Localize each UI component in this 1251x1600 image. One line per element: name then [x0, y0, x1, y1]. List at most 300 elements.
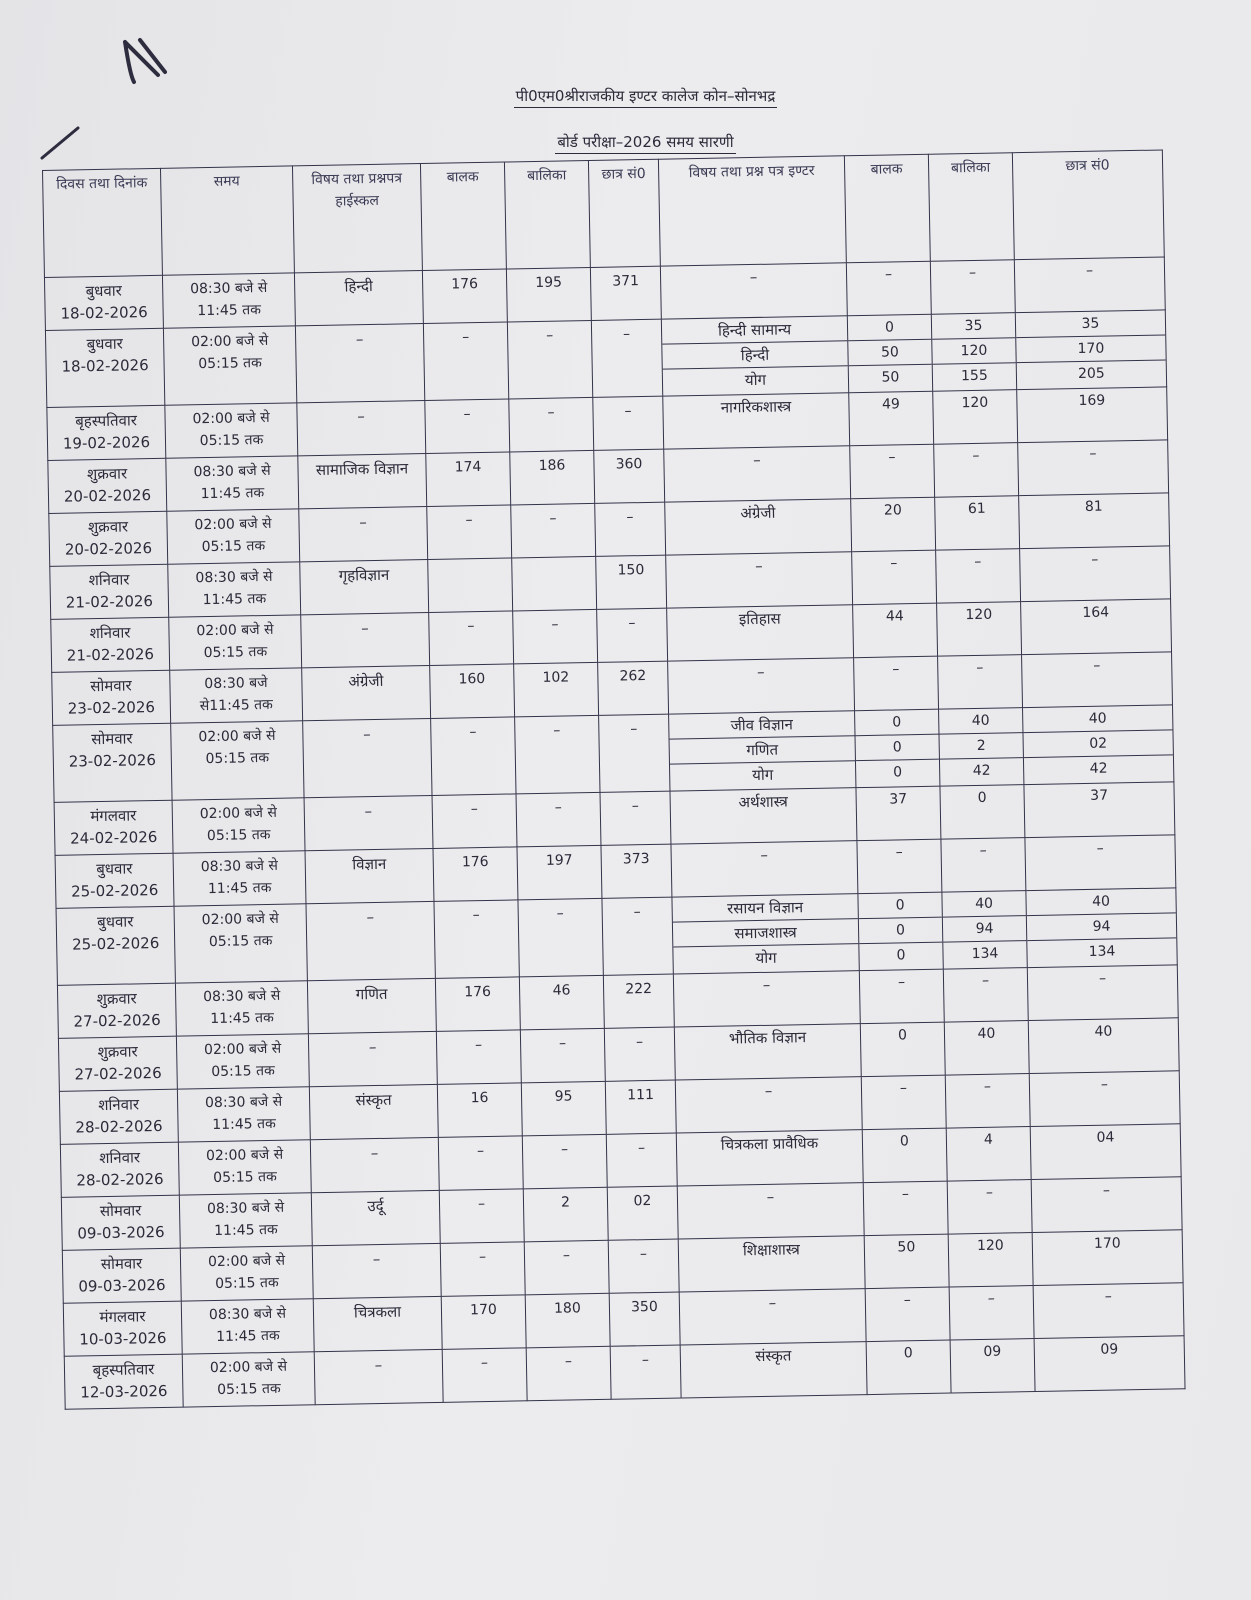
inter-boys-cell-line: 49 — [881, 396, 900, 413]
hs-girls-cell-text: 102 — [542, 669, 570, 686]
inter-girls-cell-line: 134 — [971, 945, 999, 963]
inter-total-cell-stack — [1026, 888, 1176, 965]
hs-girls-cell-text: – — [558, 1035, 567, 1052]
inter-subject-cell-line: इतिहास — [738, 609, 781, 629]
inter-subject-cell-line: संस्कृत — [755, 1346, 792, 1366]
day-date-cell-text: 20-02-2026 — [64, 539, 153, 559]
inter-boys-cell — [860, 1022, 945, 1077]
hs-subject-cell — [295, 324, 424, 403]
hs-subject-cell-text: संस्कृत — [355, 1090, 392, 1110]
day-date-cell-text: मंगलवार — [90, 806, 137, 826]
hs-boys-cell-text: – — [478, 1249, 487, 1266]
inter-boys-cell-line: 44 — [885, 608, 904, 625]
time-cell-text: 02:00 बजे से — [205, 1146, 284, 1165]
inter-total-cell-line: 40 — [1023, 705, 1172, 733]
inter-total-cell-line: – — [1093, 657, 1101, 674]
inter-boys-cell-stack — [850, 445, 933, 471]
day-date-cell-text: 12-03-2026 — [80, 1381, 168, 1402]
day-date-cell-text: सोमवार — [100, 1254, 143, 1274]
hs-subject-cell-text: – — [364, 802, 373, 821]
inter-subject-cell-line: – — [760, 845, 769, 864]
inter-total-cell-stack — [1032, 1177, 1181, 1204]
time-cell-text: 05:15 तक — [211, 1062, 275, 1081]
time-cell-text: 11:45 तक — [212, 1115, 276, 1134]
time-cell — [166, 456, 299, 511]
inter-subject-cell-stack — [667, 605, 852, 632]
inter-subject-cell-line: – — [756, 662, 765, 681]
hs-total-cell — [603, 974, 674, 1028]
hs-total-cell — [610, 1345, 681, 1399]
inter-girls-cell-stack — [934, 443, 1017, 469]
inter-boys-cell-line: 0 — [897, 1027, 908, 1044]
hs-total-cell — [606, 1133, 677, 1187]
inter-girls-cell-stack — [937, 602, 1020, 628]
inter-subject-cell-line: जीव विज्ञान — [669, 711, 854, 739]
inter-total-cell-line: 42 — [1089, 760, 1108, 777]
hs-girls-cell — [525, 1293, 610, 1348]
day-date-cell — [54, 800, 173, 855]
inter-total-cell — [1027, 965, 1178, 1021]
hs-boys-cell — [425, 399, 510, 454]
inter-subject-cell-line: नागरिकशास्त्र — [720, 397, 792, 417]
time-cell — [180, 1246, 313, 1301]
hs-girls-cell — [519, 975, 604, 1030]
time-cell-text: 08:30 बजे से — [202, 987, 281, 1006]
day-date-cell-text: सोमवार — [91, 729, 133, 749]
inter-girls-cell-stack — [945, 1021, 1028, 1047]
timetable-table-container — [42, 149, 1186, 1409]
inter-subject-cell — [673, 971, 860, 1027]
day-date-cell-text: बुधवार — [86, 334, 123, 354]
inter-total-cell-line: – — [1098, 970, 1107, 987]
inter-total-cell-stack — [1035, 1336, 1184, 1363]
hs-subject-cell — [313, 1296, 442, 1351]
inter-subject-cell-line: भौतिक विज्ञान — [728, 1028, 807, 1048]
hs-total-cell-text: – — [626, 509, 634, 526]
inter-boys-cell — [854, 656, 939, 711]
inter-subject-cell — [665, 499, 852, 555]
hs-boys-cell-text: – — [465, 512, 473, 529]
inter-girls-cell-line: – — [974, 553, 982, 570]
hs-boys-cell — [423, 322, 508, 401]
hs-boys-cell-text: 174 — [454, 458, 482, 476]
inter-boys-cell — [866, 1340, 951, 1395]
day-date-cell — [53, 723, 172, 802]
day-date-cell — [59, 1089, 178, 1144]
time-cell-text: 02:00 बजे से — [201, 910, 279, 929]
inter-boys-cell-line: 0 — [858, 893, 941, 920]
hs-total-cell — [593, 396, 664, 450]
hs-boys-cell — [428, 558, 513, 613]
inter-total-cell-stack — [1034, 1283, 1183, 1310]
hs-total-cell-text: 111 — [627, 1086, 655, 1104]
inter-subject-cell-stack — [680, 1289, 865, 1316]
hs-girls-cell-text: – — [554, 799, 562, 816]
inter-girls-cell-line: – — [976, 659, 984, 676]
inter-girls-cell-stack — [941, 838, 1024, 864]
hs-total-cell — [594, 449, 665, 503]
time-cell-text: 11:45 तक — [216, 1327, 280, 1346]
inter-subject-cell-stack — [665, 499, 850, 526]
inter-total-cell-line: 02 — [1023, 730, 1172, 758]
day-date-cell-text: 19-02-2026 — [62, 433, 151, 453]
hs-total-cell — [595, 502, 666, 556]
hs-girls-cell — [515, 715, 600, 794]
day-date-cell — [51, 617, 170, 672]
hs-boys-cell — [434, 900, 519, 979]
inter-girls-cell — [935, 496, 1020, 551]
hs-total-cell — [599, 714, 670, 792]
inter-subject-cell-line: अर्थशास्त्र — [738, 792, 788, 812]
inter-girls-cell-line: 120 — [961, 394, 989, 412]
hs-boys-cell-text — [431, 562, 508, 563]
inter-subject-cell-stack — [676, 1077, 861, 1104]
inter-girls-cell-stack — [940, 785, 1023, 811]
day-date-cell-text: 23-02-2026 — [67, 698, 156, 718]
inter-girls-cell — [941, 838, 1026, 893]
inter-subject-cell — [679, 1289, 866, 1345]
inter-girls-cell-line: 40 — [977, 1025, 996, 1042]
hs-girls-cell — [507, 320, 592, 399]
inter-subject-cell-line: योग — [755, 948, 777, 968]
day-date-cell-text: 21-02-2026 — [66, 645, 155, 665]
day-date-cell-text: बृहस्पतिवार — [92, 1360, 155, 1380]
inter-subject-cell-stack — [671, 841, 856, 868]
inter-boys-cell-stack — [863, 1129, 946, 1155]
hs-boys-cell-text: – — [472, 907, 480, 924]
inter-total-cell-stack — [1015, 257, 1164, 284]
time-cell-text: 08:30 बजे से — [193, 462, 271, 481]
day-date-cell — [50, 564, 169, 619]
inter-total-cell-line: – — [1104, 1288, 1112, 1305]
inter-girls-cell — [946, 1127, 1031, 1182]
hs-boys-cell — [427, 505, 512, 560]
hs-subject-cell — [310, 1137, 439, 1192]
hs-total-cell-text: – — [631, 798, 639, 815]
inter-total-cell-stack — [1019, 493, 1168, 520]
inter-girls-cell-line: 61 — [967, 500, 986, 518]
time-cell-text: 08:30 बजे से — [195, 568, 273, 587]
inter-boys-cell-line: 0 — [859, 918, 942, 945]
hs-total-cell-text: 222 — [625, 980, 653, 998]
inter-girls-cell — [936, 549, 1021, 604]
hs-subject-cell-text: – — [362, 725, 371, 744]
inter-girls-cell — [947, 1180, 1032, 1235]
inter-girls-cell — [945, 1074, 1030, 1129]
inter-total-cell-stack — [1023, 705, 1173, 782]
inter-subject-cell-stack — [675, 1024, 860, 1051]
hs-total-cell — [605, 1080, 676, 1134]
day-date-cell-text: 25-02-2026 — [70, 880, 159, 901]
time-cell-text: 11:45 तक — [200, 484, 265, 503]
day-date-cell — [44, 275, 163, 330]
inter-subject-cell-line: – — [766, 1187, 775, 1206]
time-cell-text: 08:30 बजे — [204, 674, 268, 693]
inter-girls-cell — [943, 968, 1028, 1023]
inter-boys-cell-stack — [852, 551, 935, 577]
time-cell — [181, 1299, 314, 1354]
time-cell — [177, 1087, 310, 1142]
inter-total-cell — [1032, 1230, 1183, 1286]
hs-girls-cell — [524, 1240, 609, 1295]
day-date-cell-text: 28-02-2026 — [75, 1116, 163, 1137]
hs-subject-cell — [312, 1243, 441, 1298]
inter-boys-cell-stack — [864, 1182, 947, 1208]
day-date-cell-text: 18-02-2026 — [60, 303, 148, 323]
hs-girls-cell-text: – — [553, 722, 561, 739]
day-date-cell-text: शनिवार — [88, 570, 130, 590]
inter-girls-cell-line: – — [985, 1184, 994, 1201]
inter-subject-cell-line: अंग्रेजी — [740, 503, 776, 523]
hs-boys-cell — [438, 1136, 523, 1191]
inter-total-cell-line: 04 — [1096, 1129, 1115, 1146]
day-date-cell-text: शनिवार — [99, 1148, 141, 1168]
inter-subject-cell — [663, 393, 850, 449]
day-date-cell-text: 27-02-2026 — [74, 1063, 162, 1084]
hs-total-cell-text: – — [641, 1352, 650, 1369]
inter-total-cell-stack — [1016, 310, 1166, 387]
inter-total-cell-stack — [1028, 965, 1177, 992]
inter-total-cell — [1019, 493, 1170, 549]
inter-boys-cell-stack — [851, 498, 934, 524]
inter-subject-cell — [678, 1236, 865, 1292]
inter-boys-cell-line: 50 — [848, 340, 931, 367]
inter-boys-cell-stack — [854, 657, 937, 683]
inter-girls-cell-line: – — [968, 264, 977, 282]
hs-subject-cell — [307, 978, 436, 1033]
day-date-cell-text: शनिवार — [89, 623, 131, 643]
hs-total-cell-text: – — [628, 615, 636, 632]
time-cell-text: 05:15 तक — [216, 1380, 281, 1398]
time-cell-text: 05:15 तक — [205, 749, 270, 768]
inter-boys-cell-stack — [849, 392, 932, 418]
inter-girls-cell-line: 155 — [960, 367, 988, 385]
inter-girls-cell-stack — [931, 260, 1014, 286]
hs-girls-cell — [516, 792, 601, 847]
inter-total-cell-stack — [1033, 1230, 1182, 1257]
hs-boys-cell — [432, 794, 517, 849]
inter-boys-cell — [862, 1128, 947, 1183]
time-cell — [176, 1034, 309, 1089]
hs-girls-cell — [511, 503, 596, 558]
inter-boys-cell-line: – — [888, 449, 896, 466]
time-cell-text: 02:00 बजे से — [196, 621, 274, 640]
time-cell — [169, 615, 302, 670]
time-cell-text: 05:15 तक — [203, 643, 268, 662]
time-cell-text: 02:00 बजे से — [198, 727, 276, 746]
day-date-cell-text: 09-03-2026 — [78, 1275, 166, 1296]
time-cell-text: 05:15 तक — [215, 1274, 279, 1293]
time-cell — [179, 1193, 312, 1248]
hs-girls-cell — [510, 450, 595, 505]
time-cell-text: 05:15 तक — [206, 826, 271, 845]
inter-total-cell-stack — [1025, 835, 1174, 862]
hs-total-cell-text: – — [624, 403, 632, 420]
inter-subject-cell-stack — [679, 1236, 864, 1263]
inter-boys-cell-stack — [853, 604, 936, 630]
hs-girls-cell — [522, 1134, 607, 1189]
time-cell-text: 08:30 बजे से — [190, 279, 268, 298]
inter-subject-cell-line: शिक्षाशास्त्र — [742, 1240, 801, 1260]
inter-boys-cell — [865, 1287, 950, 1342]
hs-subject-cell — [299, 507, 428, 562]
inter-total-cell-line: 170 — [1016, 335, 1165, 363]
inter-girls-cell — [940, 785, 1025, 840]
inter-total-cell — [1024, 782, 1175, 838]
hs-girls-cell — [523, 1187, 608, 1242]
inter-total-cell-line: 09 — [1100, 1341, 1119, 1358]
hs-total-cell-text: – — [637, 1140, 646, 1157]
inter-subject-cell — [670, 788, 857, 844]
hs-subject-cell — [304, 795, 433, 850]
hs-total-cell — [590, 266, 661, 320]
time-cell-text: 11:45 तक — [197, 302, 262, 320]
day-date-cell-text: 10-03-2026 — [79, 1328, 167, 1349]
hs-girls-cell — [512, 556, 597, 611]
inter-girls-cell-stack — [946, 1074, 1029, 1100]
hs-subject-cell-text: सामाजिक विज्ञान — [315, 459, 409, 480]
hs-girls-cell-text: 180 — [553, 1300, 581, 1317]
inter-subject-cell-stack — [674, 971, 859, 998]
inter-boys-cell-line: – — [903, 1292, 912, 1309]
inter-boys-cell-stack — [855, 710, 939, 786]
hs-boys-cell-text: 176 — [461, 853, 489, 871]
time-cell — [163, 326, 296, 405]
inter-subject-cell-line: समाजशास्त्र — [673, 919, 858, 947]
time-cell-text: 05:15 तक — [213, 1168, 277, 1187]
inter-total-cell — [1033, 1283, 1184, 1339]
hs-total-cell — [608, 1239, 679, 1293]
day-date-cell-text: बृहस्पतिवार — [75, 411, 138, 431]
hs-girls-cell-text: – — [545, 327, 554, 344]
time-cell — [182, 1352, 315, 1407]
inter-total-cell-line: 169 — [1078, 392, 1106, 410]
inter-total-cell-line: – — [1102, 1182, 1111, 1199]
hs-boys-cell — [437, 1083, 522, 1138]
inter-subject-cell-stack — [681, 1342, 866, 1369]
inter-boys-cell-stack — [857, 840, 940, 866]
inter-subject-cell — [675, 1077, 862, 1133]
inter-subject-cell-line: – — [753, 450, 761, 470]
inter-boys-cell — [852, 550, 937, 605]
hs-total-cell — [596, 555, 667, 609]
day-date-cell — [56, 906, 175, 985]
inter-total-cell-line: – — [1100, 1076, 1109, 1093]
hs-girls-cell-text: 2 — [560, 1194, 571, 1211]
hs-subject-cell — [306, 901, 435, 980]
inter-girls-cell-line: 4 — [983, 1131, 994, 1148]
inter-total-cell-line: 94 — [1027, 913, 1176, 941]
col-header-inter-girls: बालिका — [928, 153, 1014, 262]
inter-total-cell — [1021, 599, 1172, 655]
inter-girls-cell-line: 120 — [976, 1237, 1004, 1255]
day-date-cell — [57, 983, 176, 1038]
time-cell — [178, 1140, 311, 1195]
hs-boys-cell-text: – — [480, 1355, 489, 1372]
day-date-cell — [63, 1301, 182, 1356]
inter-girls-cell — [931, 313, 1016, 392]
hs-boys-cell-text: 170 — [469, 1301, 497, 1319]
inter-subject-cell-line: हिन्दी सामान्य — [662, 316, 847, 344]
inter-boys-cell-stack — [858, 893, 942, 969]
day-date-cell — [58, 1036, 177, 1091]
inter-girls-cell-line: 40 — [942, 891, 1025, 918]
hs-girls-cell — [521, 1081, 606, 1136]
day-date-cell — [60, 1142, 179, 1197]
day-date-cell-text: बुधवार — [97, 912, 134, 932]
inter-total-cell-stack — [1031, 1124, 1180, 1151]
inter-girls-cell-line: 09 — [983, 1343, 1002, 1360]
hs-subject-cell — [298, 454, 427, 509]
day-date-cell-text: 23-02-2026 — [68, 751, 157, 771]
inter-total-cell-stack — [1021, 599, 1170, 626]
inter-total-cell-stack — [1029, 1018, 1178, 1045]
hs-boys-cell — [429, 611, 514, 666]
hs-total-cell — [600, 791, 671, 845]
hs-total-cell-text: – — [639, 1246, 648, 1263]
inter-girls-cell-stack — [932, 313, 1016, 389]
inter-girls-cell — [948, 1233, 1033, 1288]
time-cell-text: 05:15 तक — [201, 537, 266, 556]
inter-girls-cell-line: 35 — [932, 313, 1015, 340]
hs-boys-cell-text: – — [469, 724, 477, 741]
inter-girls-cell-stack — [933, 390, 1016, 416]
hs-subject-cell-text: – — [355, 330, 364, 349]
hs-girls-cell-text: – — [551, 616, 559, 633]
inter-total-cell-line: 205 — [1077, 365, 1105, 383]
inter-boys-cell — [846, 261, 931, 316]
inter-total-cell — [1017, 387, 1168, 443]
inter-boys-cell — [849, 391, 934, 446]
day-date-cell — [48, 458, 167, 513]
hs-girls-cell-text: – — [560, 1141, 569, 1158]
inter-total-cell — [1023, 705, 1174, 785]
hs-subject-cell-text: – — [372, 1249, 381, 1269]
hs-subject-cell-text: – — [361, 619, 369, 638]
hs-subject-cell — [305, 848, 434, 903]
inter-total-cell — [1030, 1124, 1181, 1180]
hs-boys-cell — [435, 977, 520, 1032]
inter-boys-cell-line: 0 — [903, 1345, 913, 1362]
hs-boys-cell-text: 16 — [470, 1089, 489, 1107]
inter-subject-cell — [672, 894, 859, 974]
hs-total-cell — [607, 1186, 678, 1240]
inter-girls-cell-line: 120 — [932, 338, 1015, 365]
day-date-cell-text: 25-02-2026 — [71, 933, 160, 954]
inter-subject-cell-stack — [663, 393, 848, 420]
inter-boys-cell-stack — [861, 1023, 944, 1049]
hs-boys-cell — [441, 1295, 526, 1350]
inter-total-cell — [1018, 440, 1169, 496]
timetable-body — [44, 257, 1185, 1409]
hs-subject-cell-text: गणित — [355, 984, 388, 1004]
inter-girls-cell-line: 40 — [939, 708, 1022, 735]
hs-total-cell-text: – — [630, 721, 638, 738]
hs-boys-cell-text: – — [470, 801, 478, 818]
hs-boys-cell-text: 176 — [464, 983, 492, 1001]
inter-total-cell — [1015, 310, 1166, 390]
hs-total-cell — [598, 661, 669, 715]
inter-subject-cell-line: चित्रकला प्रावैधिक — [720, 1133, 819, 1154]
inter-total-cell — [1026, 888, 1177, 968]
inter-boys-cell-line: 0 — [855, 710, 938, 737]
hs-subject-cell-text: उर्दू — [367, 1196, 384, 1216]
inter-boys-cell-line: 0 — [893, 764, 903, 781]
col-header-inter-subject: विषय तथा प्रश्न पत्र इण्टर — [658, 156, 846, 266]
inter-subject-cell-stack — [672, 894, 858, 971]
inter-total-cell-line: 40 — [1094, 1023, 1113, 1040]
inter-subject-cell — [676, 1130, 863, 1186]
